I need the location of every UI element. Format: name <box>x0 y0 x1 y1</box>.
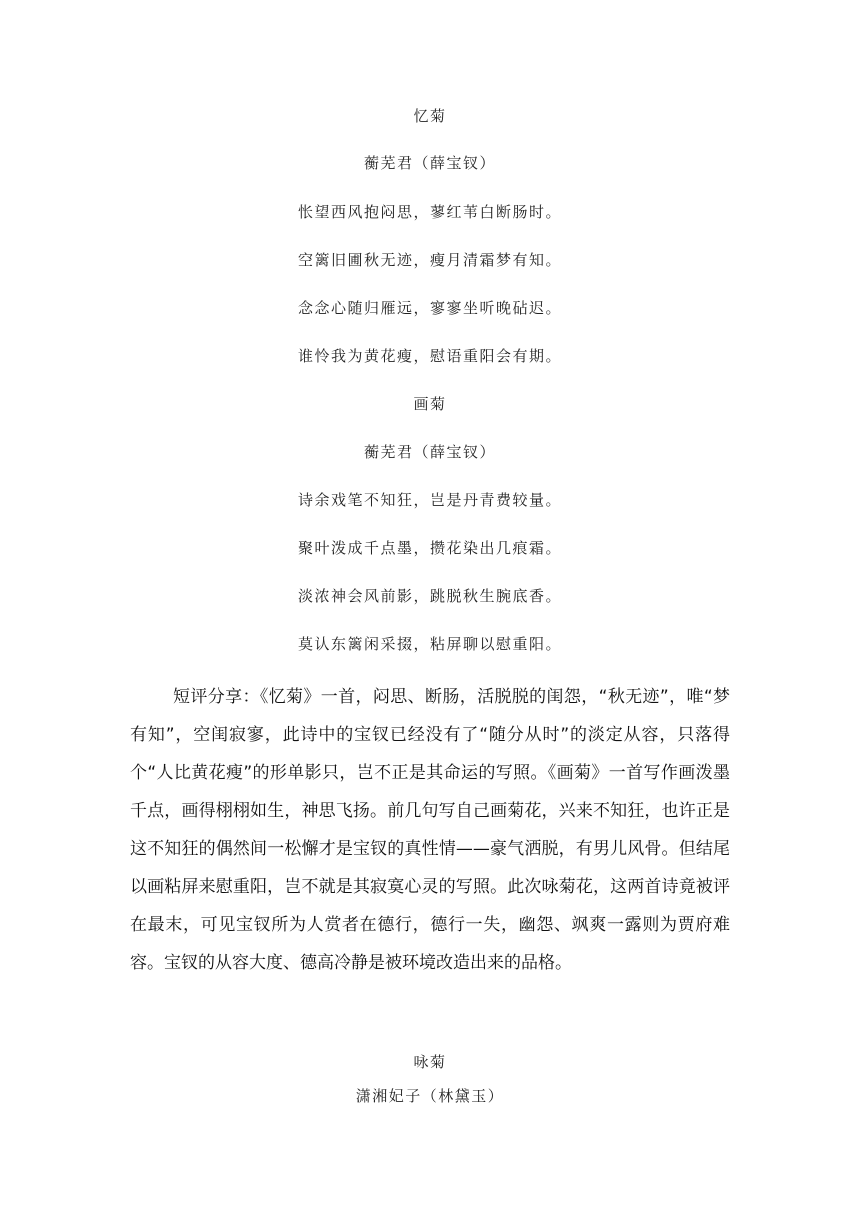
poem-title-yiju: 忆菊 <box>413 107 447 125</box>
poem-title-yongju: 咏菊 <box>413 1053 447 1071</box>
commentary-section <box>130 678 730 982</box>
poem-author-yongju: 潇湘妃子（林黛玉） <box>355 1087 505 1105</box>
commentary-paragraph: 短评分享：《忆菊》一首，闷思、断肠，活脱脱的闺怨，“秋无迹”，唯“梦有知”，空闺寂寥，此诗中的宝钗已经没有了“随分从时”的淡定从容，只落得个“人比黄花瘦”的形单影只，岂不正是其命运的写照。《画菊》一首写作画泼墨千点，画得栩栩如生，神思飞扬。前几句写自己画菊花，兴来不知狂，也许正是这不知狂的偶然间一松懈才是宝钗的真性情——豪气洒脱，有男儿风骨。但结尾以画粘屏来慰重阳，岂不就是其寂寞心灵的写照。此次咏菊花，这两首诗竟被评在最末，可见宝钗所为人赏者在德行，德行一失，幽怨、飒爽一露则为贾府难容。宝钗的从容大度、德高冷静是被环境改造出来的品格。 <box>130 687 730 973</box>
poem-line: 念念心随归雁远，寥寥坐听晚砧迟。 <box>297 299 562 317</box>
poem-line: 空篱旧圃秋无迹，瘦月清霜梦有知。 <box>297 251 562 269</box>
poem-line: 怅望西风抱闷思，蓼红苇白断肠时。 <box>297 203 562 221</box>
poem-author-huaju: 蘅芜君（薛宝钗） <box>363 443 496 461</box>
poem-author-yiju: 蘅芜君（薛宝钗） <box>363 154 496 172</box>
poem-line: 诗余戏笔不知狂，岂是丹青费较量。 <box>297 491 562 509</box>
poem-line: 谁怜我为黄花瘦，慰语重阳会有期。 <box>297 347 562 365</box>
poem-line: 莫认东篱闲采掇，粘屏聊以慰重阳。 <box>297 635 562 653</box>
poem-title-huaju: 画菊 <box>413 395 447 413</box>
poem-line: 淡浓神会风前影，跳脱秋生腕底香。 <box>297 587 562 605</box>
poem-line: 聚叶泼成千点墨，攒花染出几痕霜。 <box>297 539 562 557</box>
